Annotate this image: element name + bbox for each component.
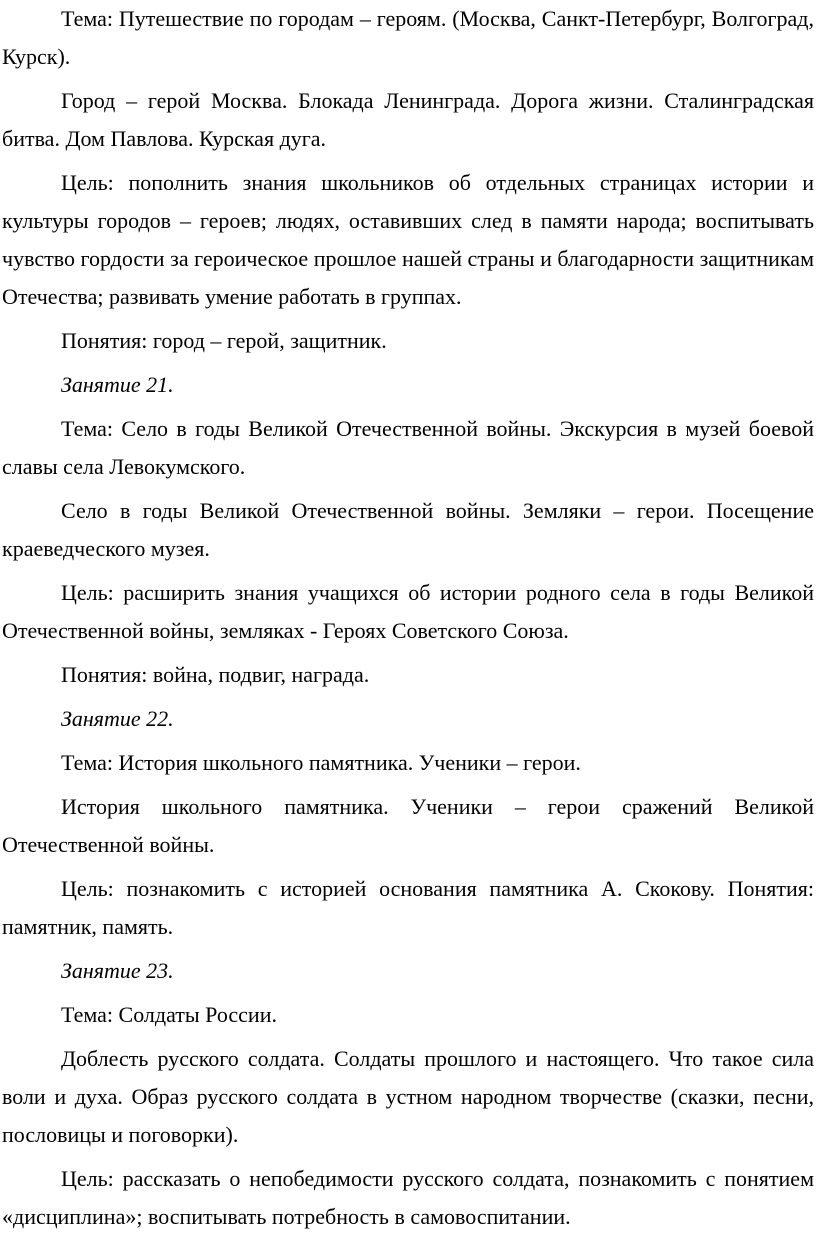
- paragraph-topic-village: Тема: Село в годы Великой Отечественной войны. Экскурсия в музей боевой славы села Левокумского.: [2, 416, 814, 479]
- paragraph-topic-monument: Тема: История школьного памятника. Ученики – герои.: [61, 750, 581, 775]
- paragraph-topic-soldiers: Тема: Солдаты России.: [61, 1002, 277, 1027]
- paragraph-hero-cities-content: Город – герой Москва. Блокада Ленинграда. Дорога жизни. Сталинградская битва. Дом Павлова. Курская дуга.: [2, 88, 814, 151]
- paragraph-goal-soldiers: Цель: рассказать о непобедимости русского солдата, познакомить с понятием «дисциплина»; воспитывать потребность в самовоспитании.: [2, 1166, 814, 1229]
- paragraph-village-content: Село в годы Великой Отечественной войны. Земляки – герои. Посещение краеведческого музея.: [2, 498, 814, 561]
- lesson-heading-23: Занятие 23.: [61, 958, 174, 983]
- paragraph-goal-monument: Цель: познакомить с историей основания памятника А. Скокову. Понятия: памятник, память.: [2, 876, 814, 939]
- paragraph-goal-hero-cities: Цель: пополнить знания школьников об отдельных страницах истории и культуры городов – героев; людях, оставивших след в памяти народа; воспитывать чувство гордости за героическое прошлое нашей страны и благодарности защитникам Отечества; развивать умение работать в группах.: [2, 170, 814, 309]
- paragraph-soldiers-content: Доблесть русского солдата. Солдаты прошлого и настоящего. Что такое сила воли и духа. Образ русского солдата в устном народном творчестве (сказки, песни, пословицы и поговорки).: [2, 1046, 814, 1147]
- paragraph-topic-hero-cities: Тема: Путешествие по городам – героям. (Москва, Санкт-Петербург, Волгоград, Курск).: [2, 6, 814, 69]
- lesson-heading-21: Занятие 21.: [61, 372, 174, 397]
- paragraph-concepts-hero-cities: Понятия: город – герой, защитник.: [61, 328, 387, 353]
- paragraph-concepts-village: Понятия: война, подвиг, награда.: [61, 662, 370, 687]
- paragraph-monument-content: История школьного памятника. Ученики – герои сражений Великой Отечественной войны.: [2, 794, 814, 857]
- paragraph-goal-village: Цель: расширить знания учащихся об истории родного села в годы Великой Отечественной войны, земляках - Героях Советского Союза.: [2, 580, 814, 643]
- lesson-heading-22: Занятие 22.: [61, 706, 174, 731]
